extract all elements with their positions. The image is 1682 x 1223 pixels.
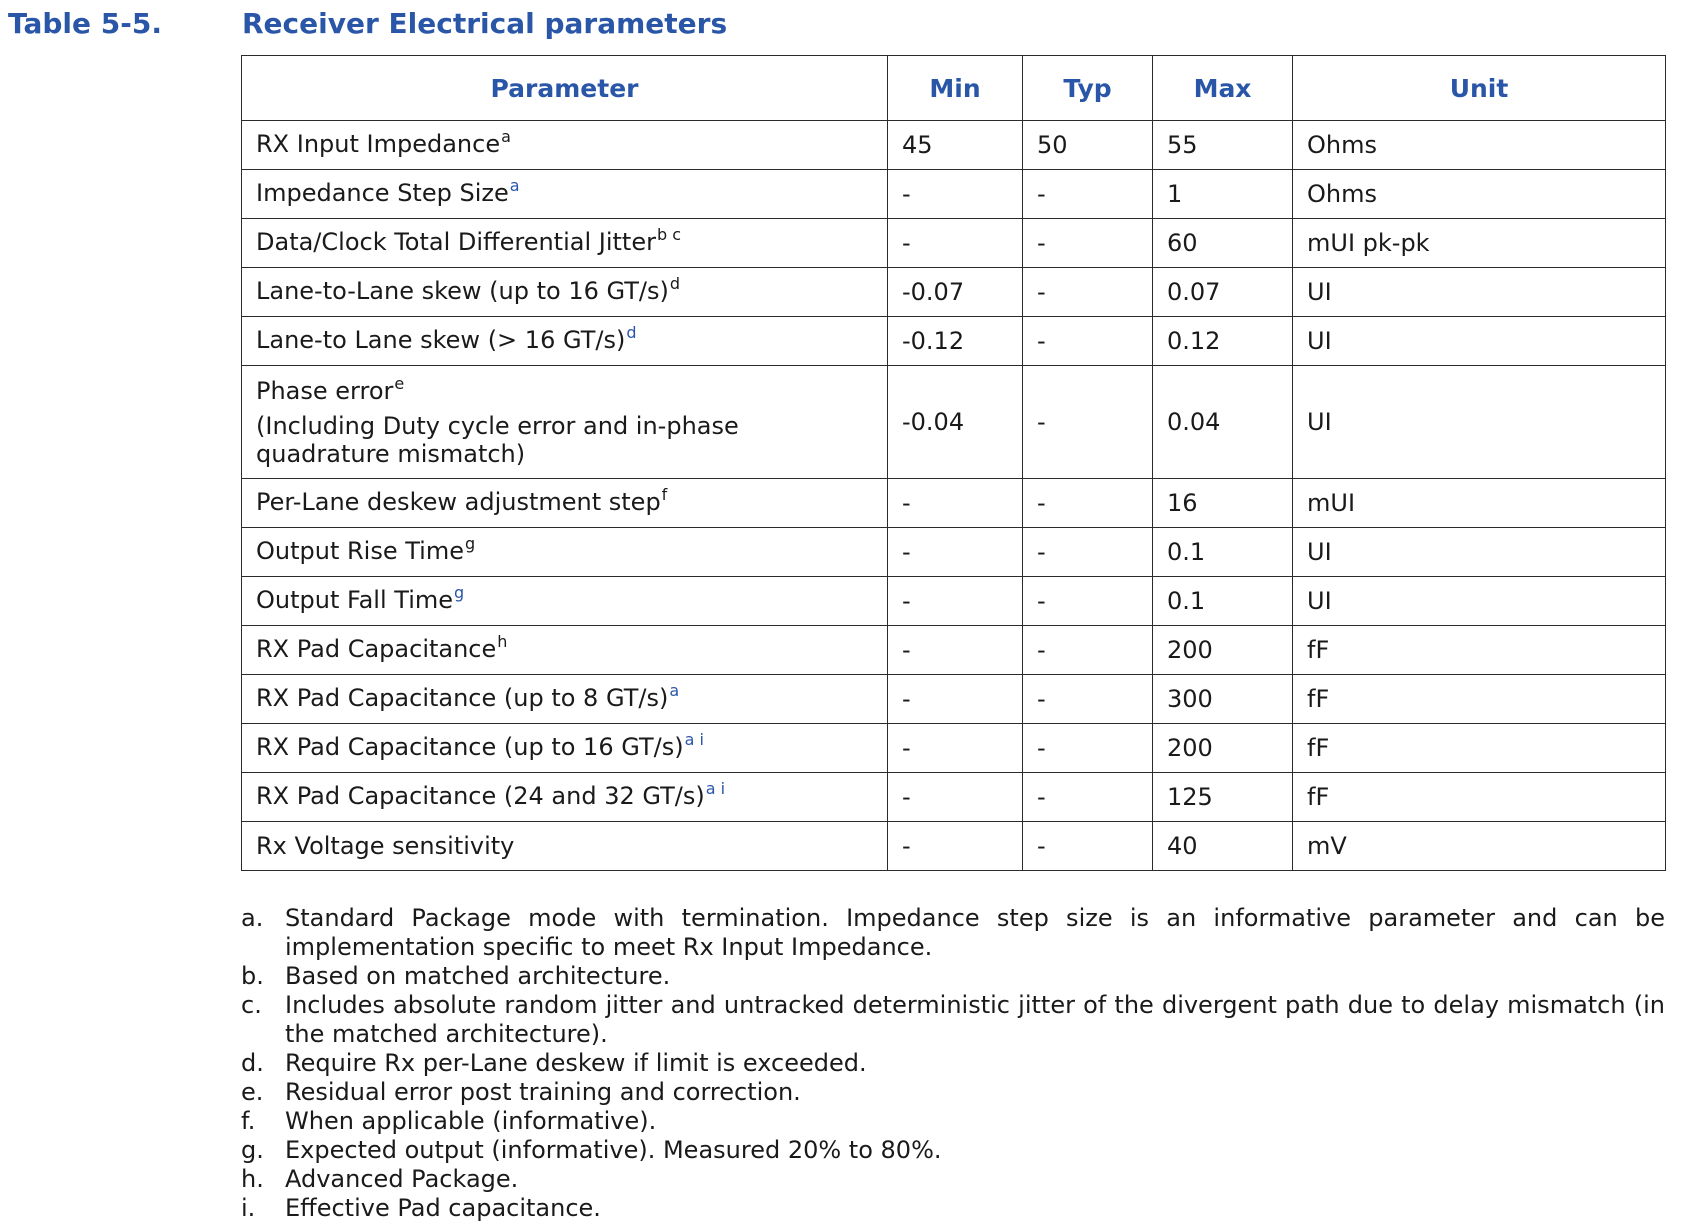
cell-parameter <box>242 626 888 675</box>
footnote-ref[interactable]: d <box>669 273 681 293</box>
footnote-ref[interactable]: g <box>464 533 476 553</box>
cell-parameter <box>242 675 888 724</box>
cell-typ: - <box>1023 268 1153 317</box>
cell-min: - <box>888 675 1023 724</box>
table-row <box>242 170 1666 219</box>
cell-unit: UI <box>1293 268 1666 317</box>
cell-parameter <box>242 577 888 626</box>
table-footnotes <box>241 904 1665 1223</box>
parameter-name: Output Rise Time <box>256 536 464 565</box>
footnote-ref[interactable]: f <box>661 484 668 504</box>
footnote-letter: f. <box>241 1107 256 1135</box>
parameter-name: Lane-to Lane skew (> 16 GT/s) <box>256 325 626 354</box>
parameter-name: RX Pad Capacitance <box>256 634 497 663</box>
table-row <box>242 724 1666 773</box>
table-row <box>242 121 1666 170</box>
footnote-ref[interactable]: a i <box>684 729 704 749</box>
cell-unit: fF <box>1293 773 1666 822</box>
cell-max: 55 <box>1153 121 1293 170</box>
footnote-ref[interactable]: a <box>509 175 520 195</box>
footnote-letter: b. <box>241 962 264 990</box>
cell-min: - <box>888 773 1023 822</box>
footnote-text: Advanced Package. <box>285 1165 519 1193</box>
parameter-name: Data/Clock Total Differential Jitter <box>256 227 656 256</box>
footnote-ref[interactable]: a <box>669 680 680 700</box>
cell-unit: fF <box>1293 626 1666 675</box>
cell-unit: mV <box>1293 822 1666 871</box>
cell-max: 1 <box>1153 170 1293 219</box>
cell-max: 0.07 <box>1153 268 1293 317</box>
footnote-letter: e. <box>241 1078 264 1106</box>
cell-min: - <box>888 528 1023 577</box>
cell-parameter <box>242 219 888 268</box>
cell-typ: - <box>1023 219 1153 268</box>
cell-min: -0.12 <box>888 317 1023 366</box>
cell-typ: - <box>1023 626 1153 675</box>
footnote-ref[interactable]: g <box>454 582 465 602</box>
cell-parameter <box>242 121 888 170</box>
cell-max: 0.1 <box>1153 577 1293 626</box>
parameter-name: Output Fall Time <box>256 585 454 614</box>
parameter-name: RX Input Impedance <box>256 129 501 158</box>
cell-max: 125 <box>1153 773 1293 822</box>
parameter-name: Rx Voltage sensitivity <box>256 832 515 860</box>
footnote-letter: g. <box>241 1136 264 1164</box>
footnote-item <box>241 991 1665 1049</box>
footnote-letter: a. <box>241 904 264 932</box>
cell-parameter <box>242 528 888 577</box>
cell-unit: mUI pk-pk <box>1293 219 1666 268</box>
footnote-letter: i. <box>241 1194 256 1222</box>
parameter-name: Per-Lane deskew adjustment step <box>256 487 661 516</box>
cell-typ: - <box>1023 724 1153 773</box>
cell-max: 0.1 <box>1153 528 1293 577</box>
parameter-name: RX Pad Capacitance (up to 8 GT/s) <box>256 683 669 712</box>
cell-unit: Ohms <box>1293 121 1666 170</box>
table-number: Table 5-5. <box>8 7 162 40</box>
footnote-letter: d. <box>241 1049 264 1077</box>
cell-unit: UI <box>1293 366 1666 479</box>
cell-typ: - <box>1023 773 1153 822</box>
cell-typ: - <box>1023 822 1153 871</box>
cell-max: 60 <box>1153 219 1293 268</box>
footnote-item <box>241 1107 1665 1136</box>
footnote-ref[interactable]: b c <box>656 224 681 244</box>
cell-unit: UI <box>1293 528 1666 577</box>
cell-typ: - <box>1023 479 1153 528</box>
table-row <box>242 822 1666 871</box>
footnote-item <box>241 1078 1665 1107</box>
footnote-text: Require Rx per-Lane deskew if limit is exceeded. <box>285 1049 867 1077</box>
cell-typ: - <box>1023 675 1153 724</box>
cell-unit: UI <box>1293 317 1666 366</box>
table-row <box>242 479 1666 528</box>
cell-max: 200 <box>1153 626 1293 675</box>
parameter-detail: (Including Duty cycle error and in-phase quadrature mismatch) <box>256 411 739 468</box>
footnote-item <box>241 962 1665 991</box>
footnote-ref[interactable]: a <box>501 126 511 146</box>
parameter-name: Phase error <box>256 376 394 405</box>
cell-parameter <box>242 317 888 366</box>
footnote-letter: h. <box>241 1165 264 1193</box>
header-min: Min <box>888 56 1023 121</box>
header-typ: Typ <box>1023 56 1153 121</box>
footnote-text: Includes absolute random jitter and untracked deterministic jitter of the divergent path due to delay mismatch (in the matched architecture). <box>285 991 1665 1048</box>
header-parameter: Parameter <box>242 56 888 121</box>
footnote-ref[interactable]: d <box>626 322 637 342</box>
footnote-ref[interactable]: e <box>394 373 405 393</box>
cell-min: - <box>888 577 1023 626</box>
cell-min: -0.07 <box>888 268 1023 317</box>
cell-max: 16 <box>1153 479 1293 528</box>
cell-min: -0.04 <box>888 366 1023 479</box>
table-row <box>242 268 1666 317</box>
table-row <box>242 219 1666 268</box>
cell-parameter <box>242 268 888 317</box>
cell-parameter <box>242 822 888 871</box>
header-unit: Unit <box>1293 56 1666 121</box>
table-body <box>242 121 1666 871</box>
cell-min: - <box>888 170 1023 219</box>
table-row <box>242 675 1666 724</box>
cell-parameter <box>242 170 888 219</box>
parameter-name: Impedance Step Size <box>256 178 509 207</box>
parameter-name: RX Pad Capacitance (24 and 32 GT/s) <box>256 781 705 810</box>
footnote-letter: c. <box>241 991 262 1019</box>
cell-typ: - <box>1023 366 1153 479</box>
cell-parameter <box>242 366 888 479</box>
cell-max: 40 <box>1153 822 1293 871</box>
table-row <box>242 528 1666 577</box>
parameter-name: Lane-to-Lane skew (up to 16 GT/s) <box>256 276 669 305</box>
cell-min: - <box>888 219 1023 268</box>
footnote-item <box>241 904 1665 962</box>
cell-min: - <box>888 724 1023 773</box>
cell-typ: - <box>1023 170 1153 219</box>
footnote-text: Expected output (informative). Measured 20% to 80%. <box>285 1136 942 1164</box>
cell-typ: - <box>1023 317 1153 366</box>
table-header-row <box>242 56 1666 121</box>
footnote-item <box>241 1049 1665 1078</box>
footnote-text: When applicable (informative). <box>285 1107 657 1135</box>
cell-typ: 50 <box>1023 121 1153 170</box>
footnote-text: Effective Pad capacitance. <box>285 1194 601 1222</box>
cell-parameter <box>242 479 888 528</box>
footnote-text: Standard Package mode with termination. Impedance step size is an informative parameter and can be implementation specific to meet Rx Input Impedance. <box>285 904 1665 961</box>
cell-unit: mUI <box>1293 479 1666 528</box>
cell-parameter <box>242 724 888 773</box>
cell-max: 200 <box>1153 724 1293 773</box>
table-row <box>242 366 1666 479</box>
table-row <box>242 577 1666 626</box>
cell-min: - <box>888 626 1023 675</box>
footnote-text: Based on matched architecture. <box>285 962 671 990</box>
footnote-ref[interactable]: a i <box>705 778 726 798</box>
cell-unit: UI <box>1293 577 1666 626</box>
cell-parameter <box>242 773 888 822</box>
cell-unit: Ohms <box>1293 170 1666 219</box>
cell-typ: - <box>1023 528 1153 577</box>
cell-unit: fF <box>1293 675 1666 724</box>
footnote-text: Residual error post training and correction. <box>285 1078 801 1106</box>
footnote-ref[interactable]: h <box>497 631 508 651</box>
table-row <box>242 773 1666 822</box>
footnote-item <box>241 1165 1665 1194</box>
cell-typ: - <box>1023 577 1153 626</box>
cell-max: 0.04 <box>1153 366 1293 479</box>
table-title: Receiver Electrical parameters <box>242 7 728 40</box>
cell-min: 45 <box>888 121 1023 170</box>
cell-min: - <box>888 479 1023 528</box>
table-row <box>242 317 1666 366</box>
cell-max: 300 <box>1153 675 1293 724</box>
footnote-item <box>241 1194 1665 1223</box>
footnote-item <box>241 1136 1665 1165</box>
receiver-parameters-table <box>241 55 1666 871</box>
cell-unit: fF <box>1293 724 1666 773</box>
table-row <box>242 626 1666 675</box>
cell-max: 0.12 <box>1153 317 1293 366</box>
parameter-name: RX Pad Capacitance (up to 16 GT/s) <box>256 732 684 761</box>
header-max: Max <box>1153 56 1293 121</box>
cell-min: - <box>888 822 1023 871</box>
